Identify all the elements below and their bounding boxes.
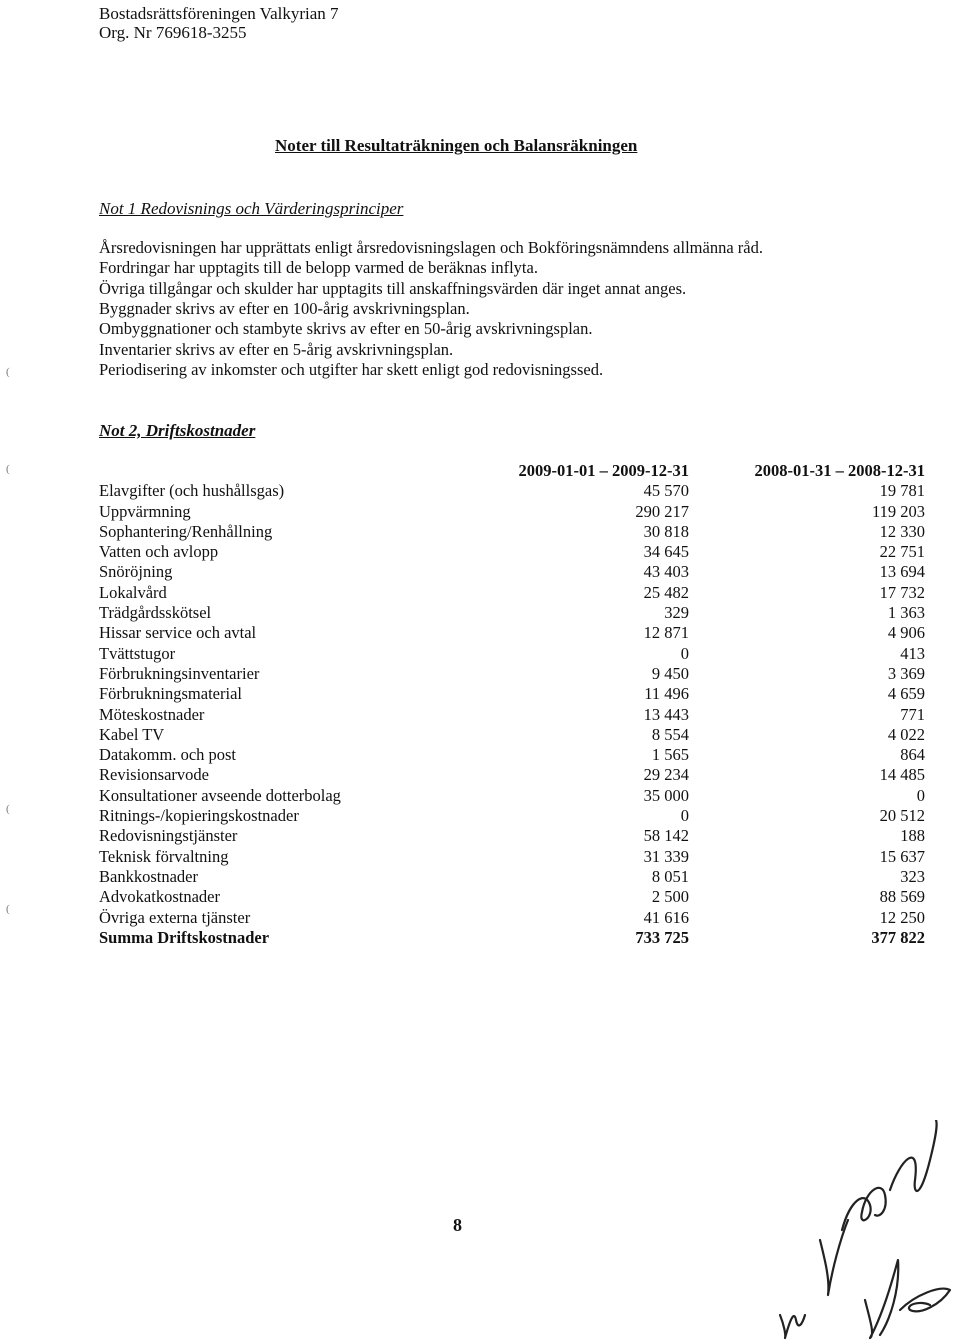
table-row bbox=[99, 583, 925, 603]
row-label: Ritnings-/kopieringskostnader bbox=[99, 806, 299, 826]
table-row bbox=[99, 725, 925, 745]
row-value-2009: 31 339 bbox=[643, 846, 689, 866]
row-label: Elavgifter (och hushållsgas) bbox=[99, 481, 285, 501]
row-label: Sophantering/Renhållning bbox=[99, 521, 273, 541]
table-header-row bbox=[99, 461, 925, 481]
table-row bbox=[99, 542, 925, 562]
row-value-2008: 20 512 bbox=[879, 806, 925, 826]
row-value-2009: 41 616 bbox=[643, 907, 689, 927]
org-number: Org. Nr 769618-3255 bbox=[99, 23, 247, 42]
row-value-2009: 43 403 bbox=[643, 562, 689, 582]
row-value-2009: 329 bbox=[664, 603, 689, 623]
row-value-2008: 188 bbox=[900, 826, 925, 846]
row-label: Hissar service och avtal bbox=[99, 623, 257, 643]
row-label: Snöröjning bbox=[99, 562, 173, 582]
row-value-2009: 8 554 bbox=[651, 724, 689, 744]
note1-line: Övriga tillgångar och skulder har upptagits till anskaffningsvärden där inget annat anges. bbox=[99, 278, 687, 298]
row-label: Vatten och avlopp bbox=[99, 542, 219, 562]
table-row bbox=[99, 623, 925, 643]
table-row bbox=[99, 745, 925, 765]
label-column-header bbox=[99, 461, 429, 481]
row-value-2009: 13 443 bbox=[643, 704, 689, 724]
row-value-2009: 35 000 bbox=[643, 785, 689, 805]
margin-mark: ( bbox=[6, 463, 10, 475]
row-value-2008: 15 637 bbox=[879, 846, 925, 866]
total-2008: 377 822 bbox=[871, 927, 925, 947]
row-label: Lokalvård bbox=[99, 582, 167, 602]
row-value-2008: 88 569 bbox=[879, 887, 925, 907]
table-row bbox=[99, 603, 925, 623]
row-value-2008: 771 bbox=[900, 704, 925, 724]
row-value-2008: 4 906 bbox=[887, 623, 925, 643]
table-row bbox=[99, 481, 925, 501]
handwritten-signatures bbox=[770, 1120, 955, 1340]
row-value-2009: 34 645 bbox=[643, 542, 689, 562]
row-label: Revisionsarvode bbox=[99, 765, 209, 785]
table-row bbox=[99, 786, 925, 806]
note1-heading: Not 1 Redovisnings och Värderingsprinciper bbox=[99, 199, 404, 218]
signature-stroke bbox=[780, 1315, 805, 1338]
table-row bbox=[99, 644, 925, 664]
row-value-2008: 323 bbox=[900, 866, 925, 886]
row-value-2009: 29 234 bbox=[643, 765, 689, 785]
signature-stroke bbox=[890, 1120, 937, 1191]
note1-line: Fordringar har upptagits till de belopp varmed de beräknas inflyta. bbox=[99, 258, 538, 278]
page-title: Noter till Resultaträkningen och Balansräkningen bbox=[275, 136, 638, 155]
table-row bbox=[99, 826, 925, 846]
row-value-2008: 4 659 bbox=[887, 684, 925, 704]
row-value-2008: 13 694 bbox=[879, 562, 925, 582]
cost-table bbox=[99, 461, 925, 948]
signature-stroke bbox=[865, 1260, 898, 1338]
table-row bbox=[99, 684, 925, 704]
row-label: Konsultationer avseende dotterbolag bbox=[99, 785, 341, 805]
row-value-2009: 1 565 bbox=[651, 745, 689, 765]
row-value-2008: 3 369 bbox=[887, 663, 925, 683]
row-value-2009: 30 818 bbox=[643, 521, 689, 541]
note1-line: Byggnader skrivs av efter en 100-årig avskrivningsplan. bbox=[99, 298, 470, 318]
row-label: Förbrukningsinventarier bbox=[99, 663, 260, 683]
total-row bbox=[99, 928, 925, 948]
org-name: Bostadsrättsföreningen Valkyrian 7 bbox=[99, 4, 339, 23]
note1-line: Inventarier skrivs av efter en 5-årig avskrivningsplan. bbox=[99, 339, 454, 359]
row-value-2008: 12 250 bbox=[879, 907, 925, 927]
row-value-2009: 11 496 bbox=[644, 684, 689, 704]
table-row bbox=[99, 847, 925, 867]
row-value-2009: 0 bbox=[680, 806, 689, 826]
row-value-2009: 58 142 bbox=[643, 826, 689, 846]
table-row bbox=[99, 664, 925, 684]
row-value-2008: 1 363 bbox=[887, 603, 925, 623]
signature-stroke bbox=[900, 1289, 950, 1312]
row-label: Trädgårdsskötsel bbox=[99, 603, 212, 623]
row-value-2008: 119 203 bbox=[871, 501, 925, 521]
table-row bbox=[99, 867, 925, 887]
row-value-2009: 8 051 bbox=[651, 866, 689, 886]
row-value-2008: 12 330 bbox=[879, 521, 925, 541]
row-value-2009: 45 570 bbox=[643, 481, 689, 501]
page-number: 8 bbox=[453, 1215, 462, 1235]
note1-line: Periodisering av inkomster och utgifter har skett enligt god redovisningssed. bbox=[99, 359, 604, 379]
cost-rows bbox=[99, 481, 925, 928]
note2-heading: Not 2, Driftskostnader bbox=[99, 421, 256, 440]
row-label: Advokatkostnader bbox=[99, 887, 220, 907]
table-row bbox=[99, 806, 925, 826]
col-2009-header: 2009-01-01 – 2009-12-31 bbox=[518, 461, 689, 480]
row-value-2008: 4 022 bbox=[887, 724, 925, 744]
table-row bbox=[99, 522, 925, 542]
margin-mark: ( bbox=[6, 903, 10, 915]
row-label: Teknisk förvaltning bbox=[99, 846, 229, 866]
signature-stroke bbox=[842, 1188, 886, 1230]
row-value-2008: 22 751 bbox=[879, 542, 925, 562]
note1-line: Årsredovisningen har upprättats enligt årsredovisningslagen och Bokföringsnämndens allmänna råd. bbox=[99, 238, 763, 257]
total-2009: 733 725 bbox=[635, 927, 689, 947]
total-label: Summa Driftskostnader bbox=[99, 927, 270, 947]
row-value-2009: 12 871 bbox=[643, 623, 689, 643]
row-label: Kabel TV bbox=[99, 724, 165, 744]
row-label: Datakomm. och post bbox=[99, 745, 237, 765]
row-value-2008: 0 bbox=[916, 785, 925, 805]
row-label: Redovisningstjänster bbox=[99, 826, 238, 846]
row-value-2008: 413 bbox=[900, 643, 925, 663]
table-row bbox=[99, 908, 925, 928]
margin-mark: ( bbox=[6, 366, 10, 378]
col-2008-header: 2008-01-31 – 2008-12-31 bbox=[754, 461, 925, 480]
row-value-2008: 14 485 bbox=[879, 765, 925, 785]
table-row bbox=[99, 765, 925, 785]
row-label: Uppvärmning bbox=[99, 501, 191, 521]
row-value-2009: 9 450 bbox=[651, 663, 689, 683]
row-value-2008: 17 732 bbox=[879, 582, 925, 602]
table-row bbox=[99, 562, 925, 582]
note1-line: Ombyggnationer och stambyte skrivs av efter en 50-årig avskrivningsplan. bbox=[99, 319, 593, 339]
signature-stroke bbox=[820, 1220, 848, 1295]
row-label: Möteskostnader bbox=[99, 704, 205, 724]
row-label: Övriga externa tjänster bbox=[99, 907, 251, 927]
row-value-2008: 864 bbox=[900, 745, 925, 765]
row-value-2008: 19 781 bbox=[879, 481, 925, 501]
row-value-2009: 25 482 bbox=[643, 582, 689, 602]
row-value-2009: 2 500 bbox=[651, 887, 689, 907]
table-row bbox=[99, 705, 925, 725]
table-row bbox=[99, 502, 925, 522]
row-value-2009: 290 217 bbox=[635, 501, 689, 521]
row-label: Förbrukningsmaterial bbox=[99, 684, 242, 704]
row-label: Bankkostnader bbox=[99, 866, 198, 886]
row-value-2009: 0 bbox=[680, 643, 689, 663]
margin-mark: ( bbox=[6, 803, 10, 815]
table-row bbox=[99, 887, 925, 907]
row-label: Tvättstugor bbox=[99, 643, 176, 663]
